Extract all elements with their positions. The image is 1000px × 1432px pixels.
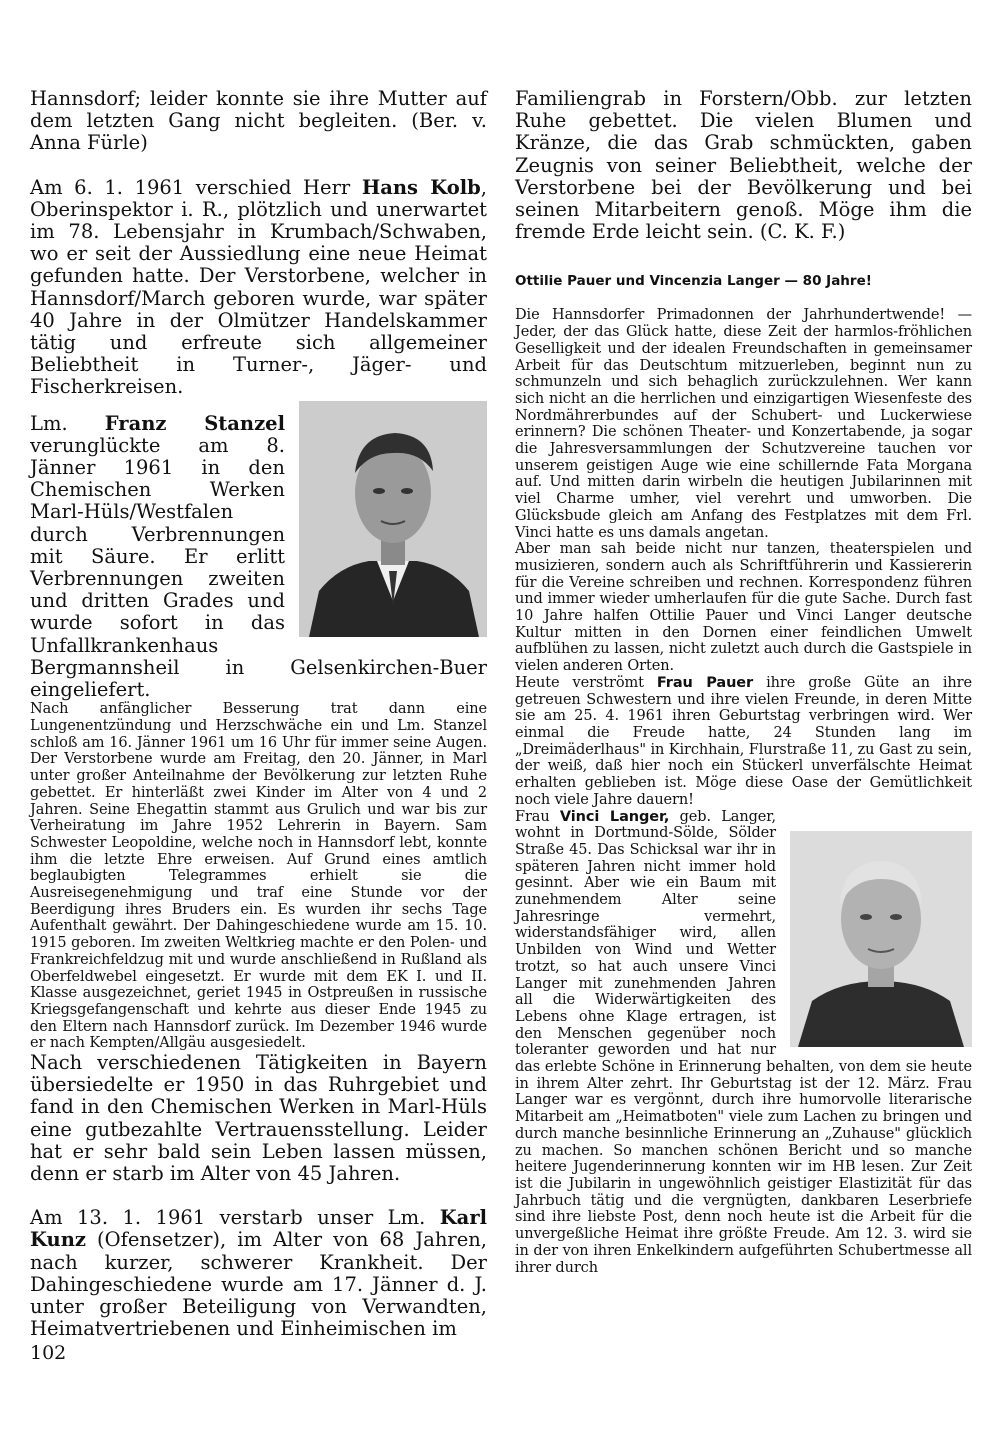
- name-hans-kolb: Hans Kolb: [361, 175, 481, 199]
- page-number: 102: [30, 1342, 67, 1364]
- right-column: [515, 88, 972, 1276]
- paragraph-kunz-continued: Familiengrab in Forstern/Obb. zur letzten Ruhe gebettet. Die vielen Blumen und Kränze, die das Grab schmückten, gaben Zeugnis von seiner Beliebtheit, welche der Verstorbene bei der Bevölkerung und bei seinen Mitarbeitern genoß. Möge ihm die fremde Erde leicht sein. (C. K. F.): [515, 87, 972, 244]
- paragraph-hans-kolb: Am 6. 1. 1961 verschied Herr Hans Kolb, Oberinspektor i. R., plötzlich und unerwartet im 78. Lebensjahr in Krumbach/Schwaben, wo er seit der Aussiedlung eine neue Heimat gefunden hatte. Der Verstorbene, welcher in Hannsdorf/March geboren wurde, war später 40 Jahre in der Olmützer Handelskammer tätig und erfreute sich allgemeiner Beliebtheit in Turner-, Jäger- und Fischerkreisen.: [30, 175, 487, 399]
- paragraph-primadonnen: Die Hannsdorfer Primadonnen der Jahrhundertwende! — Jeder, der das Glück hatte, diese Zeit der harmlos-fröhlichen Geselligkeit und der idealen Freundschaften in gemeinsamer Arbeit für das Deutschtum mitzuerleben, beginnt nun zu schmunzeln und sich behaglich zurückzulehnen. Wer kann sich nicht an die herrlichen und einzigartigen Wiesenfeste des Nordmährerbundes auf der Schubert- und Luckerwiese erinnern? Die schönen Theater- und Konzertabende, ja sogar die Jahresversammlungen der Schutzvereine tauchen vor unserem geistigen Auge wie eine schillernde Fata Morgana auf. Und mitten darin wirbeln die heutigen Jubilarinnen mit viel Charme umher, viel verehrt und umworben. Die Glücksbude gleich am Anfang des Festplatzes mit dem Frl. Vinci hatte es uns damals angetan.: [515, 307, 972, 541]
- name-vinci-langer: Vinci Langer,: [559, 808, 670, 825]
- photo-vinci-langer: [790, 831, 972, 1047]
- paragraph-karl-kunz: Am 13. 1. 1961 verstarb unser Lm. Karl Kunz (Ofensetzer), im Alter von 68 Jahren, nach kurzer, schwerer Krankheit. Der Dahingeschiedene wurde am 17. Jänner d. J. unter großer Beteiligung von Verwandten, Heimatvertriebenen und Einheimischen im: [30, 1206, 487, 1341]
- name-franz-stanzel: Franz Stanzel: [104, 411, 285, 435]
- paragraph-frau-pauer: Heute verströmt Frau Pauer ihre große Güte an ihre getreuen Schwestern und ihre vielen Freunde, in deren Mitte sie am 25. 4. 1961 ihren Geburtstag verbringen wird. Wer einmal die Freude hatte, 24 Stunden lang im „Dreimäderlhaus" in Kirchhain, Flurstraße 11, zu Gast zu sein, der weiß, daß hier noch ein Stückerl unverfälschte Heimat erhalten geblieben ist. Möge diese Oase der Gemütlichkeit noch viele Jahre dauern!: [515, 674, 972, 808]
- paragraph-stanzel-details: Nach anfänglicher Besserung trat dann eine Lungenentzündung und Herzschwäche ein und Lm. Stanzel schloß am 16. Jänner 1961 um 16 Uhr für immer seine Augen. Der Verstorbene wurde am Freitag, den 20. Jänner, in Marl unter großer Anteilnahme der Bevölkerung zur letzten Ruhe gebettet. Er hinterläßt zwei Kinder im Alter von 4 und 2 Jahren. Seine Ehegattin stammt aus Grulich und war bis zur Verheiratung im Jahre 1952 Lehrerin in Bayern. Sam Schwester Leopoldine, welche noch in Hannsdorf lebt, konnte ihm die letzte Ehre erweisen. Auf Grund eines amtlich beglaubigten Telegrammes erhielt sie die Ausreisegenehmigung und traf eine Stunde vor der Beerdigung ihres Bruders ein. Es wurden ihr sechs Tage Aufenthalt gewährt. Der Dahingeschiedene wurde am 15. 10. 1915 geboren. Im zweiten Weltkrieg machte er den Polen- und Frankreichfeldzug mit und wurde anschließend in Rußland als Oberfeldwebel eingesetzt. Er wurde mit dem EK I. und II. Klasse ausgezeichnet, geriet 1945 in Ostpreußen in russische Kriegsgefangenschaft und kehrte aus dieser Ende 1945 zu den Eltern nach Hannsdorf zurück. Im Dezember 1946 wurde er nach Kempten/Allgäu ausgesiedelt.: [30, 701, 487, 1052]
- article-headline: Ottilie Pauer und Vincenzia Langer — 80 Jahre!: [515, 273, 872, 290]
- name-karl-kunz: Karl Kunz: [30, 1206, 487, 1252]
- paragraph-furle-report: Hannsdorf; leider konnte sie ihre Mutter auf dem letzten Gang nicht begleiten. (Ber. v. Anna Fürle): [30, 87, 487, 155]
- paragraph-stanzel-career: Nach verschiedenen Tätigkeiten in Bayern übersiedelte er 1950 in das Ruhrgebiet und fand in den Chemischen Werken in Marl-Hüls eine gutbezahlte Vertrauensstellung. Leider hat er sehr bald sein Leben lassen müssen, denn er starb im Alter von 45 Jahren.: [30, 1051, 487, 1186]
- paragraph-vinci-langer: Frau Vinci Langer, geb. Langer, wohnt in Dortmund-Sölde, Sölder Straße 45. Das Schicksal war ihr in späteren Jahren nicht immer hold gesinnt. Aber wie ein Baum mit zunehmendem Alter seine Jahresringe vermehrt, widerstandsfähiger wird, allen Unbilden von Wind und Wetter trotzt, so hat auch unsere Vinci Langer mit zunehmenden Jahren all die Widerwärtigkeiten des Lebens ohne Klage ertragen, ist den Menschen gegenüber noch toleranter geworden und hat nur das erlebte Schöne in Erinnerung behalten, von dem sie heute in ihrem Alter zehrt. Ihr Geburtstag ist der 12. März. Frau Langer war es vergönnt, durch ihre humorvolle literarische Mitarbeit am „Heimatboten" viele zum Lachen zu bringen und durch manche besinnliche Erinnerung an „Zuhause" glücklich zu machen. So manchen schönen Bericht und so manche heitere Jugenderinnerung konnten wir im HB lesen. Zur Zeit ist die Jubilarin in ungewöhnlich geistiger Elastizität für das Jahrbuch tätig und die vergnügten, dankbaren Leserbriefe sind ihre liebste Post, denn noch heute ist die Arbeit für die unvergeßliche Heimat ihre größte Freude. Am 12. 3. wird sie in der von ihren Enkelkindern aufgeführten Schubertmesse all ihrer durch: [515, 808, 972, 1276]
- left-column: [30, 88, 487, 1340]
- name-frau-pauer: Frau Pauer: [656, 674, 754, 691]
- paragraph-theater-music: Aber man sah beide nicht nur tanzen, theaterspielen und musizieren, sondern auch als Schriftführerin und Kassiererin für die Vereine schreiben und rechnen. Korrespondenz führen und immer wieder umherlaufen für die gute Sache. Durch fast 10 Jahre halfen Ottilie Pauer und Vinci Langer deutsche Kultur mitten in den Dornen einer feindlichen Umwelt aufblühen zu lassen, nicht zuletzt auch durch die Gastspiele in vielen anderen Orten.: [515, 541, 972, 675]
- paragraph-franz-stanzel: Lm. Franz Stanzel verunglückte am 8. Jänner 1961 in den Chemischen Werken Marl-Hüls/Westfalen durch Verbrennungen mit Säure. Er erlitt Verbrennungen zweiten und dritten Grades und wurde sofort in das Unfallkrankenhaus Bergmannsheil in Gelsenkirchen-Buer eingeliefert.: [30, 411, 487, 702]
- photo-franz-stanzel: [299, 401, 487, 637]
